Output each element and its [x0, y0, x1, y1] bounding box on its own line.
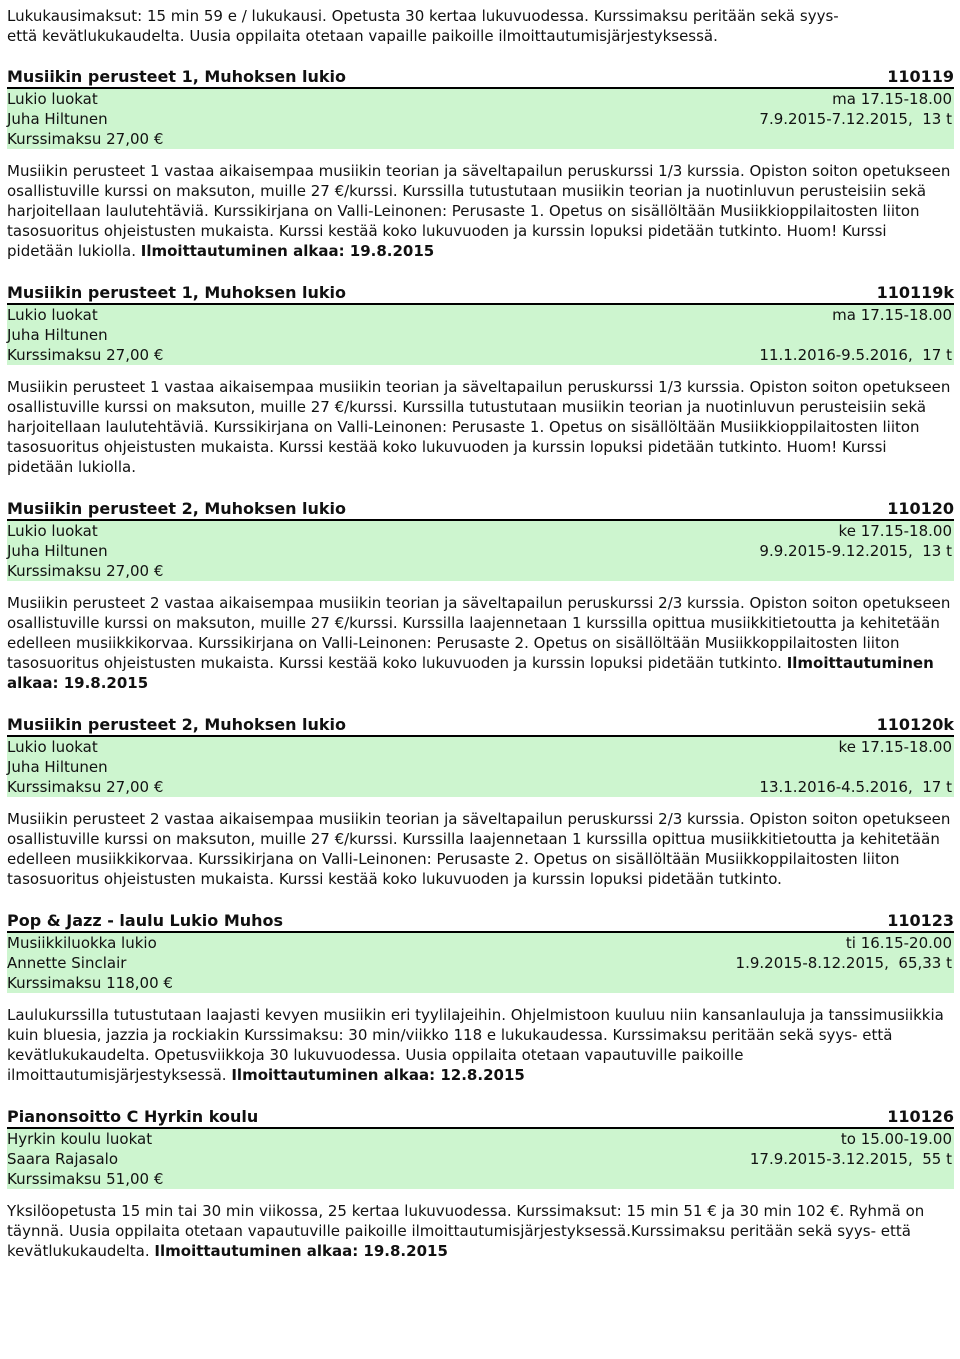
course-title: Musiikin perusteet 2, Muhoksen lukio [7, 715, 347, 734]
course-header [7, 66, 954, 89]
course-description [7, 1005, 954, 1085]
course-info-row [7, 953, 952, 973]
course-header [7, 498, 954, 521]
course-info-left: Hyrkin koulu luokat [7, 1130, 153, 1148]
course-description [7, 1201, 954, 1261]
course-entry [7, 1106, 954, 1261]
course-info-row [7, 521, 952, 541]
course-info-right: ma 17.15-18.00 [832, 306, 952, 324]
course-info-box [7, 521, 954, 581]
course-header [7, 1106, 954, 1129]
course-info-row [7, 737, 952, 757]
signup-date: Ilmoittautuminen alkaa: 12.8.2015 [231, 1066, 525, 1084]
course-info-right: 9.9.2015-9.12.2015, 13 t [759, 542, 952, 560]
course-info-left: Kurssimaksu 27,00 € [7, 130, 164, 148]
course-title: Musiikin perusteet 2, Muhoksen lukio [7, 499, 347, 518]
course-description-text: Yksilöopetusta 15 min tai 30 min viikossa, 25 kertaa lukuvuodessa. Kurssimaksut: 15 min 51 € ja 30 min 102 €. Ryhmä on täynnä. Uusia oppilaita otetaan vapautuville paikoille ilmoittautumisjärjestyksessä.Kurssimaksu peritään sekä syys- että kevätlukukaudelta. [7, 1202, 925, 1260]
intro-line-1: Lukukausimaksut: 15 min 59 e / lukukausi. Opetusta 30 kertaa lukuvuodessa. Kurssimaksu peritään sekä syys- [7, 7, 839, 25]
course-info-left: Kurssimaksu 118,00 € [7, 974, 173, 992]
course-code: 110120 [887, 499, 954, 518]
course-info-right: ti 16.15-20.00 [845, 934, 952, 952]
course-info-right: 17.9.2015-3.12.2015, 55 t [749, 1150, 952, 1168]
course-info-row [7, 1129, 952, 1149]
course-info-row [7, 561, 952, 581]
course-info-row [7, 305, 952, 325]
course-info-row [7, 777, 952, 797]
course-info-row [7, 89, 952, 109]
signup-date: Ilmoittautuminen alkaa: 19.8.2015 [7, 654, 934, 692]
course-code: 110119k [876, 283, 954, 302]
course-list [7, 66, 954, 1261]
course-info-row [7, 973, 952, 993]
course-info-box [7, 89, 954, 149]
course-info-left: Juha Hiltunen [7, 542, 108, 560]
course-header [7, 282, 954, 305]
course-info-row [7, 1149, 952, 1169]
course-header [7, 910, 954, 933]
course-entry [7, 910, 954, 1085]
course-info-row [7, 325, 952, 345]
course-entry [7, 66, 954, 261]
course-entry [7, 498, 954, 693]
course-info-left: Annette Sinclair [7, 954, 127, 972]
course-info-right: 7.9.2015-7.12.2015, 13 t [759, 110, 952, 128]
course-info-left: Lukio luokat [7, 738, 98, 756]
intro-text [7, 6, 954, 46]
course-entry [7, 714, 954, 889]
course-info-left: Juha Hiltunen [7, 326, 108, 344]
course-info-left: Lukio luokat [7, 90, 98, 108]
course-info-right: 11.1.2016-9.5.2016, 17 t [759, 346, 952, 364]
course-info-left: Juha Hiltunen [7, 110, 108, 128]
course-info-row [7, 109, 952, 129]
course-info-left: Kurssimaksu 27,00 € [7, 346, 164, 364]
course-info-row [7, 541, 952, 561]
course-info-right: ke 17.15-18.00 [838, 738, 952, 756]
course-entry [7, 282, 954, 477]
course-info-box [7, 737, 954, 797]
course-description-text: Musiikin perusteet 2 vastaa aikaisempaa musiikin teorian ja säveltapailun peruskurssi 2/3 kurssia. Opiston soiton opetukseen osallistuville kurssi on maksuton, muille 27 €/kurssi. Kurssilla laajennetaan 1 kurssilla opittua musiikkitietoutta ja kehitetään edelleen musiikkikorvaa. Kurssikirjana on Valli-Leinonen: Perusaste 2. Opetus on sisällöltään Musiikkoppilaitosten liiton tasosuoritus ohjeistusten mukaista. Kurssi kestää koko lukuvuoden ja kurssin lopuksi pidetään tutkinto. [7, 594, 951, 672]
course-code: 110119 [887, 67, 954, 86]
course-title: Pop & Jazz - laulu Lukio Muhos [7, 911, 284, 930]
course-header [7, 714, 954, 737]
course-description [7, 593, 954, 693]
course-info-box [7, 1129, 954, 1189]
course-info-left: Kurssimaksu 27,00 € [7, 562, 164, 580]
course-info-right: to 15.00-19.00 [840, 1130, 952, 1148]
course-description-text: Musiikin perusteet 1 vastaa aikaisempaa musiikin teorian ja säveltapailun peruskurssi 1/3 kurssia. Opiston soiton opetukseen osallistuville kurssi on maksuton, muille 27 €/kurssi. Kurssilla tutustutaan musiikin teorian ja nuotinluvun perusteisiin sekä harjoitellaan laulutehtäviä. Kurssikirjana on Valli-Leinonen: Perusaste 1. Opetus on sisällöltään Musiikkioppilaitosten liiton tasosuoritus ohjeistusten mukaista. Kurssi kestää koko lukuvuoden ja kurssin lopuksi pidetään tutkinto. Huom! Kurssi pidetään lukiolla. [7, 378, 951, 476]
signup-date: Ilmoittautuminen alkaa: 19.8.2015 [154, 1242, 448, 1260]
course-description [7, 161, 954, 261]
course-title: Musiikin perusteet 1, Muhoksen lukio [7, 67, 347, 86]
course-title: Pianonsoitto C Hyrkin koulu [7, 1107, 259, 1126]
course-description-text: Laulukurssilla tutustutaan laajasti kevyen musiikin eri tyylilajeihin. Ohjelmistoon kuuluu niin kansanlauluja ja tanssimusiikkia kuin bluesia, jazzia ja rockiakin Kurssimaksu: 30 min/viikko 118 e lukukaudessa. Kurssimaksu peritään sekä syys- että kevätlukukaudelta. Opetusviikkoja 30 lukuvuodessa. Uusia oppilaita otetaan vapautuville paikoille ilmoittautumisjärjestyksessä. [7, 1006, 944, 1084]
course-description-text: Musiikin perusteet 1 vastaa aikaisempaa musiikin teorian ja säveltapailun peruskurssi 1/3 kurssia. Opiston soiton opetukseen osallistuville kurssi on maksuton, muille 27 €/kurssi. Kurssilla tutustutaan musiikin teorian ja nuotinluvun perusteisiin sekä harjoitellaan laulutehtäviä. Kurssikirjana on Valli-Leinonen: Perusaste 1. Opetus on sisällöltään Musiikkioppilaitosten liiton tasosuoritus ohjeistusten mukaista. Kurssi kestää koko lukuvuoden ja kurssin lopuksi pidetään tutkinto. Huom! Kurssi pidetään lukiolla. [7, 162, 951, 260]
course-info-row [7, 1169, 952, 1189]
course-info-row [7, 129, 952, 149]
course-info-left: Lukio luokat [7, 522, 98, 540]
course-info-right: 13.1.2016-4.5.2016, 17 t [759, 778, 952, 796]
course-info-right: ma 17.15-18.00 [832, 90, 952, 108]
course-info-row [7, 757, 952, 777]
course-info-left: Juha Hiltunen [7, 758, 108, 776]
course-title: Musiikin perusteet 1, Muhoksen lukio [7, 283, 347, 302]
course-info-left: Lukio luokat [7, 306, 98, 324]
course-code: 110123 [887, 911, 954, 930]
course-info-left: Kurssimaksu 51,00 € [7, 1170, 164, 1188]
intro-line-2: että kevätlukukaudelta. Uusia oppilaita otetaan vapaille paikoille ilmoittautumisjärjestyksessä. [7, 27, 718, 45]
course-info-left: Kurssimaksu 27,00 € [7, 778, 164, 796]
course-info-box [7, 305, 954, 365]
course-info-box [7, 933, 954, 993]
course-info-row [7, 933, 952, 953]
course-description-text: Musiikin perusteet 2 vastaa aikaisempaa musiikin teorian ja säveltapailun peruskurssi 2/3 kurssia. Opiston soiton opetukseen osallistuville kurssi on maksuton, muille 27 €/kurssi. Kurssilla laajennetaan 1 kurssilla opittua musiikkitietoutta ja kehitetään edelleen musiikkikorvaa. Kurssikirjana on Valli-Leinonen: Perusaste 2. Opetus on sisällöltään Musiikkoppilaitosten liiton tasosuoritus ohjeistusten mukaista. Kurssi kestää koko lukuvuoden ja kurssin lopuksi pidetään tutkinto. [7, 810, 951, 888]
course-description [7, 377, 954, 477]
course-info-row [7, 345, 952, 365]
course-info-right: 1.9.2015-8.12.2015, 65,33 t [735, 954, 952, 972]
signup-date: Ilmoittautuminen alkaa: 19.8.2015 [140, 242, 435, 260]
catalog-page [7, 6, 954, 1261]
course-info-right: ke 17.15-18.00 [838, 522, 952, 540]
course-description [7, 809, 954, 889]
course-code: 110126 [887, 1107, 954, 1126]
course-code: 110120k [876, 715, 954, 734]
course-info-left: Musiikkiluokka lukio [7, 934, 157, 952]
course-info-left: Saara Rajasalo [7, 1150, 119, 1168]
